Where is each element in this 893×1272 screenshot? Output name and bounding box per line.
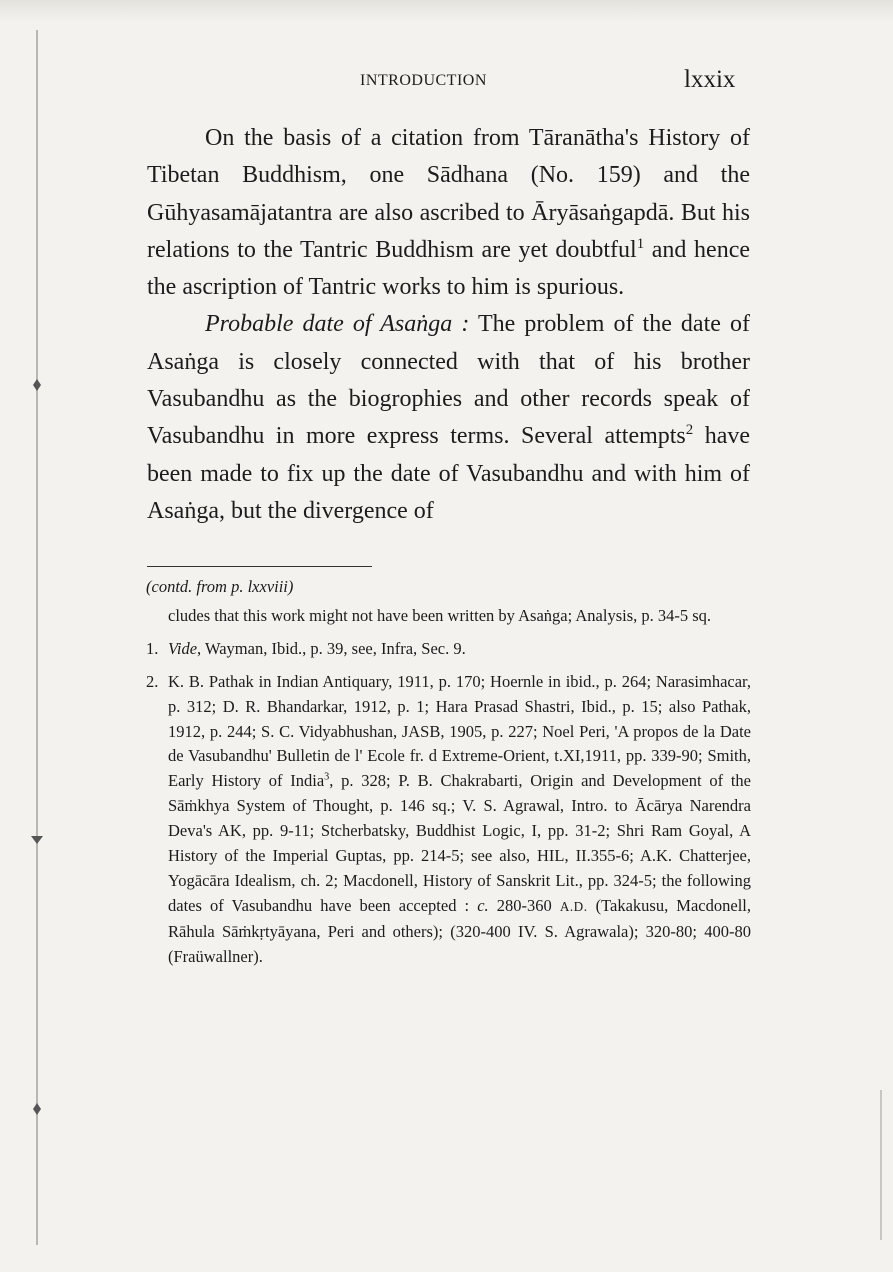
scan-top-edge <box>0 0 893 22</box>
footnote-ref: 1 <box>636 235 645 252</box>
paragraph <box>147 306 750 530</box>
footnote-italic: c. <box>477 895 489 915</box>
binding-edge-line <box>36 30 38 1245</box>
paragraph-text: The problem of the date of Asaṅga is closely connected with that of his brother Vasubandhu as the biogrophies and other records speak of Vasubandhu in more express terms. Several attempts <box>147 311 750 450</box>
section-subheading: Probable date of Asaṅga : <box>205 311 470 338</box>
footnote-text: 280-360 <box>488 895 560 915</box>
footnote-small-caps: A.D. <box>559 898 588 914</box>
footnote-separator <box>147 566 372 567</box>
footnote-number: 1. <box>146 638 159 658</box>
footnote-text: K. B. Pathak in Indian Antiquary, 1911, p. 170; Hoernle in ibid., p. 264; Narasimhacar, p. 312; D. R. Bhandarkar, 1912, p. 1; Hara Prasad Shastri, Ibid., p. 15; also Pathak, 1912, p. 244; S. C. Vidyabhushan, JASB, 1905, p. 227; Noel Peri, 'A propos de la Date de Vasubandhu' Bulletin de l' Ecole fr. d Extreme-Orient, t.XI,1911, pp. 339-90; Smith, Early History of India <box>168 671 751 791</box>
footnote-text: (Takakusu, Macdonell, Rāhula Sāṁkṛtyāyana, Peri and others); (320-400 IV. S. Agrawala); 320-80; 400-80 (Fraüwallner). <box>168 895 751 966</box>
paragraph-text: On the basis of a citation from Tāranātha's History of Tibetan Buddhism, one Sādhana (No. 159) and the Gūhyasamājatantra are also ascribed to Āryāsaṅgapdā. But his relations to the Tantric Buddhism are yet doubtful <box>147 125 750 263</box>
page-edge-line <box>880 1090 882 1240</box>
footnote-ref: 2 <box>685 422 694 439</box>
margin-arrow-icon <box>30 378 44 392</box>
main-text <box>147 120 750 530</box>
footnote-superscript: 3 <box>324 771 330 783</box>
footnote <box>146 637 751 662</box>
margin-arrow-icon <box>30 1102 44 1116</box>
footnotes <box>146 575 751 978</box>
footnote-continued-text: cludes that this work might not have been written by Asaṅga; Analysis, p. 34-5 sq. <box>168 605 712 625</box>
page-number: lxxix <box>684 66 736 93</box>
paragraph-text: have been made to fix up the date of Vasubandhu and with him of Asaṅga, but the divergence of <box>147 423 751 524</box>
paragraph-text: and hence the ascription of Tantric works to him is spurious. <box>147 236 751 301</box>
footnote-italic: Vide <box>168 638 198 658</box>
footnote-number: 2. <box>146 671 159 691</box>
paragraph <box>147 120 750 306</box>
margin-arrow-icon <box>30 832 44 846</box>
footnote-text: , p. 328; P. B. Chakrabarti, Origin and Development of the Sāṁkhya System of Thought, p. 146 sq.; V. S. Agrawal, Intro. to Ācārya Narendra Deva's AK, pp. 9-11; Stcherbatsky, Buddhist Logic, I, pp. 31-2; Shri Ram Goyal, A History of the Imperial Guptas, pp. 214-5; see also, HIL, II.355-6; A.K. Chatterjee, Yogācāra Idealism, ch. 2; Macdonell, History of Sanskrit Lit., pp. 324-5; the following dates of Vasubandhu have been accepted : <box>168 771 751 915</box>
page-header <box>0 66 893 96</box>
footnote-continued-label: (contd. from p. lxxviii) <box>146 577 294 596</box>
footnote-text: , Wayman, Ibid., p. 39, see, Infra, Sec. 9. <box>197 638 466 658</box>
running-title: INTRODUCTION <box>360 72 487 89</box>
footnote <box>146 670 751 970</box>
